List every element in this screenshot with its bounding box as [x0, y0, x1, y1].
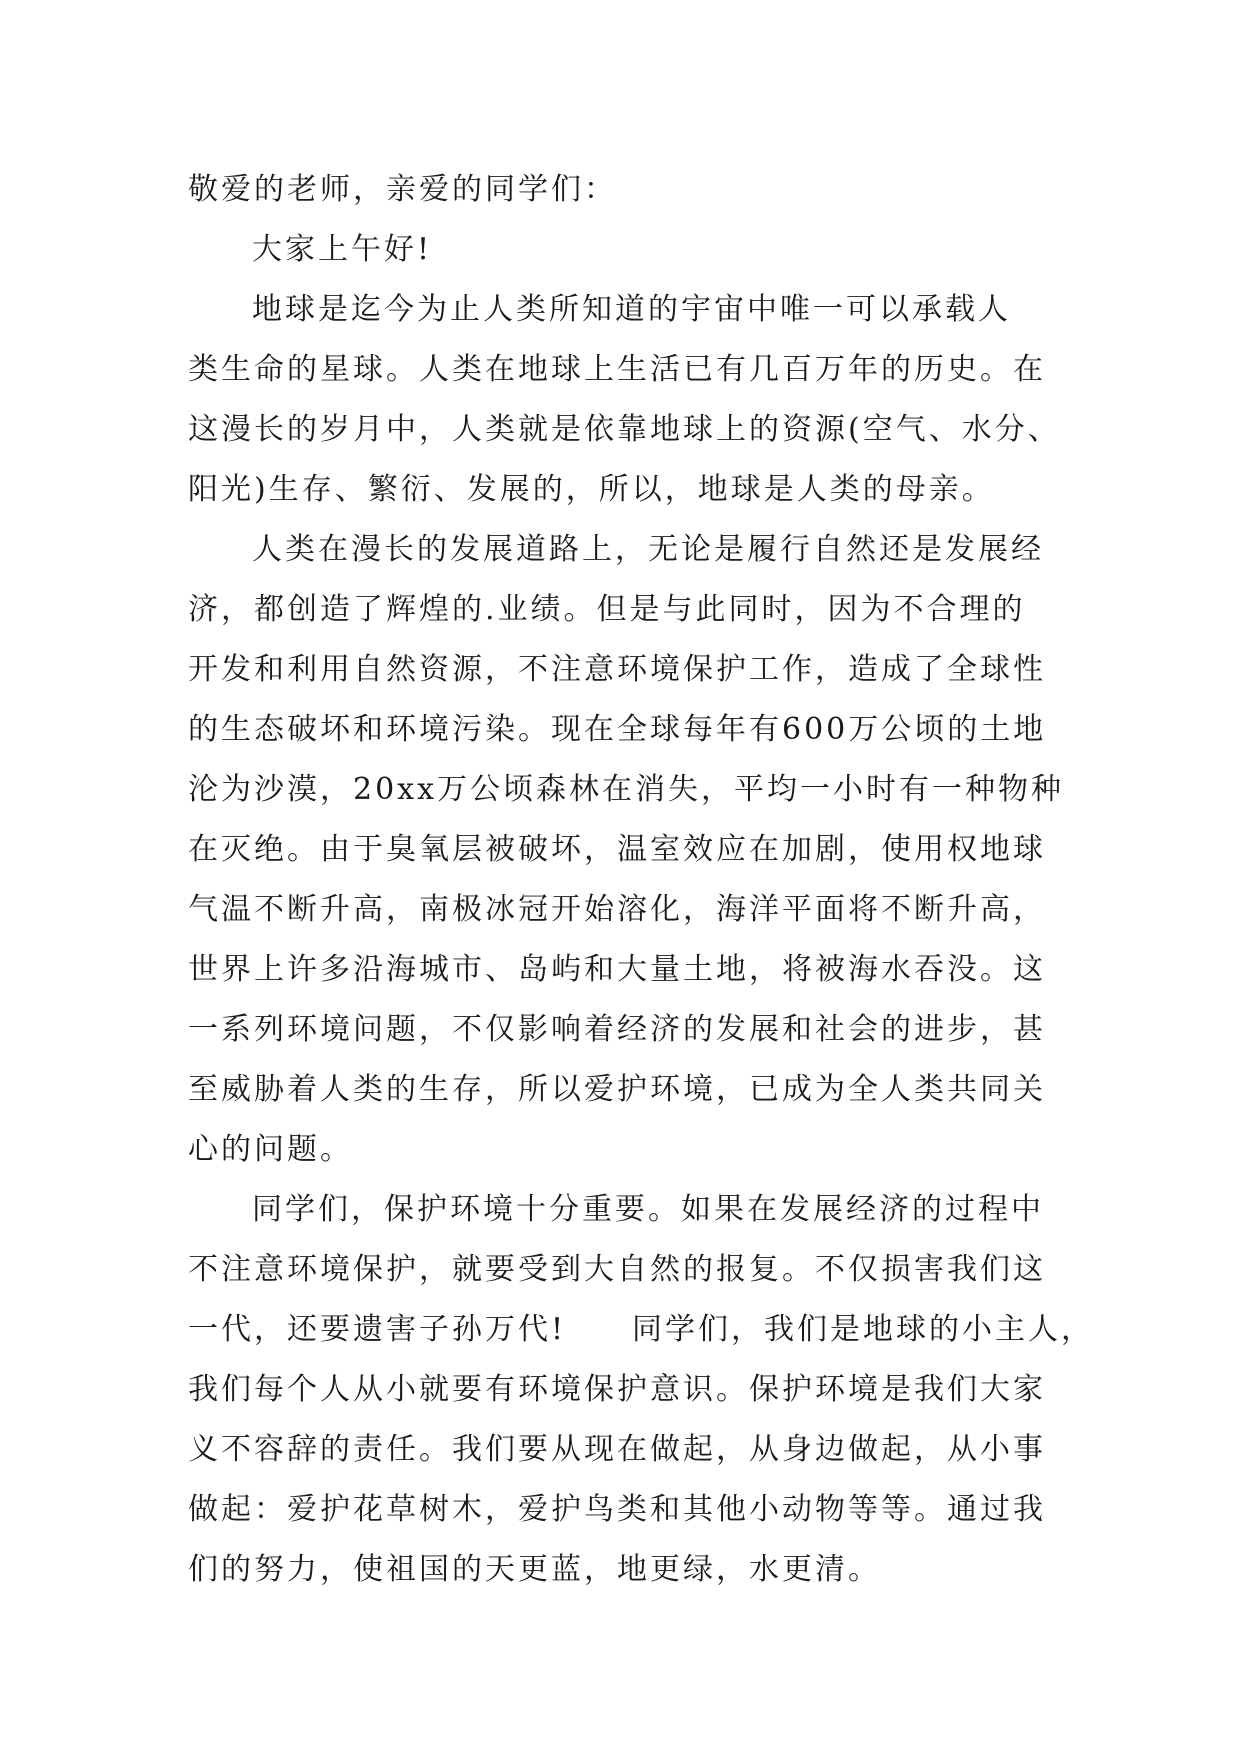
paragraph-1-line: 地球是迄今为止人类所知道的宇宙中唯一可以承载人: [252, 292, 1011, 327]
paragraph-3-line: 一代，还要遗害子孙万代! 同学们，我们是地球的小主人，: [188, 1312, 1095, 1347]
paragraph-3-line: 我们每个人从小就要有环境保护意识。保护环境是我们大家: [188, 1372, 1046, 1407]
paragraph-2-line: 至威胁着人类的生存，所以爱护环境，已成为全人类共同关: [188, 1072, 1046, 1107]
paragraph-3-line: 不注意环境保护，就要受到大自然的报复。不仅损害我们这: [188, 1252, 1046, 1287]
paragraph-1-line: 这漫长的岁月中，人类就是依靠地球上的资源(空气、水分、: [188, 412, 1061, 447]
paragraph-2-line: 世界上许多沿海城市、岛屿和大量土地，将被海水吞没。这: [188, 952, 1046, 987]
paragraph-1-line: 类生命的星球。人类在地球上生活已有几百万年的历史。在: [188, 352, 1046, 387]
paragraph-2-line: 济，都创造了辉煌的.业绩。但是与此同时，因为不合理的: [188, 592, 1026, 627]
paragraph-2-line: 气温不断升高，南极冰冠开始溶化，海洋平面将不断升高，: [188, 892, 1046, 927]
paragraph-2-line: 的生态破坏和环境污染。现在全球每年有600万公顷的土地: [188, 712, 1047, 747]
paragraph-2-line: 人类在漫长的发展道路上，无论是履行自然还是发展经: [252, 532, 1044, 567]
paragraph-2-line: 在灭绝。由于臭氧层被破坏，温室效应在加剧，使用权地球: [188, 832, 1046, 867]
paragraph-3-line: 同学们，保护环境十分重要。如果在发展经济的过程中: [252, 1192, 1044, 1227]
paragraph-2-line: 一系列环境问题，不仅影响着经济的发展和社会的进步，甚: [188, 1012, 1046, 1047]
greeting: 大家上午好!: [252, 232, 433, 267]
salutation: 敬爱的老师，亲爱的同学们：: [188, 172, 617, 207]
paragraph-2-line: 心的问题。: [188, 1132, 353, 1167]
paragraph-3-line: 们的努力，使祖国的天更蓝，地更绿，水更清。: [188, 1552, 881, 1587]
paragraph-2-line: 沦为沙漠，20xx万公顷森林在消失，平均一小时有一种物种: [188, 772, 1065, 807]
paragraph-3-line: 做起：爱护花草树木，爱护鸟类和其他小动物等等。通过我: [188, 1492, 1046, 1527]
paragraph-3-line: 义不容辞的责任。我们要从现在做起，从身边做起，从小事: [188, 1432, 1046, 1467]
paragraph-1-line: 阳光)生存、繁衍、发展的，所以，地球是人类的母亲。: [188, 472, 995, 507]
paragraph-2-line: 开发和利用自然资源，不注意环境保护工作，造成了全球性: [188, 652, 1046, 687]
speech-body: [188, 160, 1095, 1600]
